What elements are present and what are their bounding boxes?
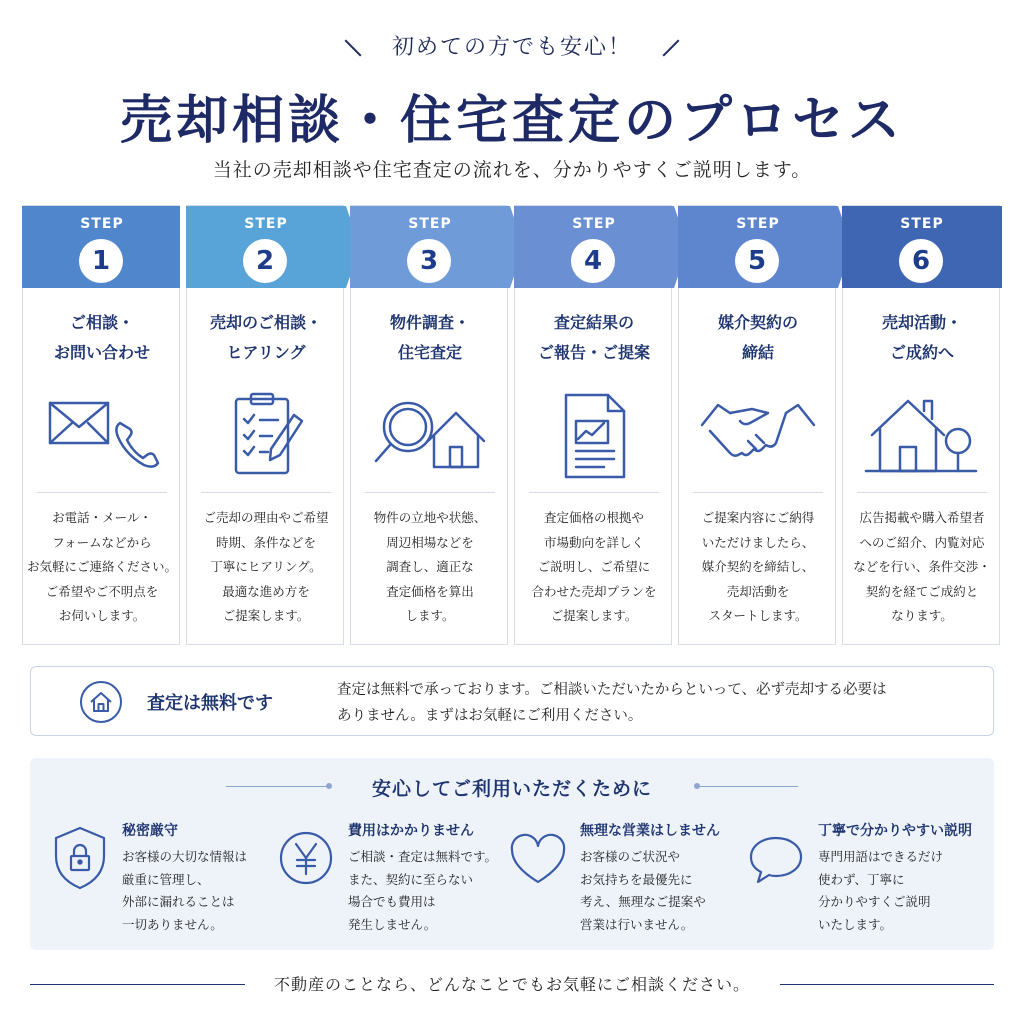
feature-title: 無理な営業はしません [580,823,720,839]
free-assessment-box [30,666,994,736]
step-description: ご提案内容にご納得 いただけましたら、 媒介契約を締結し、 売却活動を スタートします。 [701,510,815,623]
feature-description: お客様の大切な情報は 厳重に管理し、 外部に漏れることは 一切ありません。 [122,849,248,932]
feature-title: 秘密厳守 [122,823,178,839]
free-assessment-text: 査定は無料で承っております。ご相談いただいたからといって、必ず売却する必要は ありません。まずはお気軽にご利用ください。 [337,682,887,724]
speech-bubble-icon [746,824,806,894]
step-header-2 [186,206,362,288]
slash-decoration-left [344,40,361,57]
step-header-1 [22,206,198,288]
divider [857,492,987,493]
header-tag-text: 初めての方でも安心！ [391,35,632,60]
step-description: 広告掲載や購入希望者 へのご紹介、内覧対応 などを行い、条件交渉・ 契約を経てご成約と なります。 [853,510,991,623]
divider [529,492,659,493]
step-title: 売却活動・ ご成約へ [881,313,962,362]
step-card-5 [678,205,836,645]
step-title: ご相談・ お問い合わせ [53,313,150,362]
feature-confidentiality [50,820,280,940]
process-steps [22,205,1002,645]
feature-description: お客様のご状況や お気持ちを最優先に 考え、無理なご提案や 営業は行いません。 [580,849,706,932]
step-label: STEP [80,216,124,232]
step-title: 物件調査・ 住宅査定 [389,313,470,362]
divider [693,492,823,493]
clipboard-pen-icon [206,391,326,481]
slash-decoration-right [663,40,680,57]
step-number: 1 [79,239,123,283]
step-card-1 [22,205,180,645]
feature-title: 費用はかかりません [348,823,474,839]
reassurance-section [30,758,994,950]
free-assessment-title: 査定は無料です [147,693,273,714]
step-label: STEP [244,216,288,232]
step-number: 3 [407,239,451,283]
step-label: STEP [572,216,616,232]
divider [780,984,994,985]
feature-description: ご相談・査定は無料です。 また、契約に至らない 場合でも費用は 発生しません。 [348,849,498,932]
yen-circle-icon [276,824,336,894]
step-title: 査定結果の ご報告・ご提案 [537,313,650,362]
step-number: 4 [571,239,615,283]
step-label: STEP [900,216,944,232]
step-label: STEP [408,216,452,232]
feature-description: 専門用語はできるだけ 使わず、丁寧に 分かりやすくご説明 いたします。 [818,849,944,932]
divider [37,492,167,493]
step-header-4 [514,206,690,288]
step-card-6 [842,205,1000,645]
shield-lock-icon [50,824,110,894]
step-header-6 [842,206,1002,288]
step-header-5 [678,206,854,288]
house-tree-icon [862,391,982,481]
step-card-3 [350,205,508,645]
divider [365,492,495,493]
step-title: 媒介契約の 締結 [717,313,798,362]
feature-no-pressure [508,820,738,940]
heart-icon [508,824,568,894]
mail-phone-icon [42,391,162,481]
feature-no-cost [276,820,506,940]
reassurance-title: 安心してご利用いただくために [371,778,652,800]
feature-clear-explanation [746,820,976,940]
step-description: お電話・メール・ フォームなどから お気軽にご連絡ください。 ご希望やご不明点を お伺いします。 [26,510,177,623]
house-circle-icon [79,680,123,724]
step-card-4 [514,205,672,645]
page-title: 売却相談・住宅査定のプロセス [119,90,904,151]
step-description: 物件の立地や状態、 周辺相場などを 調査し、適正な 査定価格を算出 します。 [373,510,487,623]
feature-title: 丁寧で分かりやすい説明 [818,823,972,839]
step-number: 6 [899,239,943,283]
divider [698,786,798,787]
step-number: 5 [735,239,779,283]
step-header-3 [350,206,526,288]
step-description: 査定価格の根拠や 市場動向を詳しく ご説明し、ご希望に 合わせた売却プランを ご提案します。 [531,510,657,623]
magnifier-house-icon [370,391,490,481]
divider [201,492,331,493]
step-description: ご売却の理由やご希望 時期、条件などを 丁寧にヒアリング。 最適な進め方を ご提案します。 [203,510,329,623]
handshake-icon [698,391,818,481]
step-card-2 [186,205,344,645]
header-tag [0,30,1024,61]
footer-message: 不動産のことなら、どんなことでもお気軽にご相談ください。 [273,975,750,994]
page-subtitle: 当社の売却相談や住宅査定の流れを、分かりやすくご説明します。 [212,159,812,181]
step-number: 2 [243,239,287,283]
step-title: 売却のご相談・ ヒアリング [209,313,322,362]
step-label: STEP [736,216,780,232]
report-chart-icon [534,391,654,481]
